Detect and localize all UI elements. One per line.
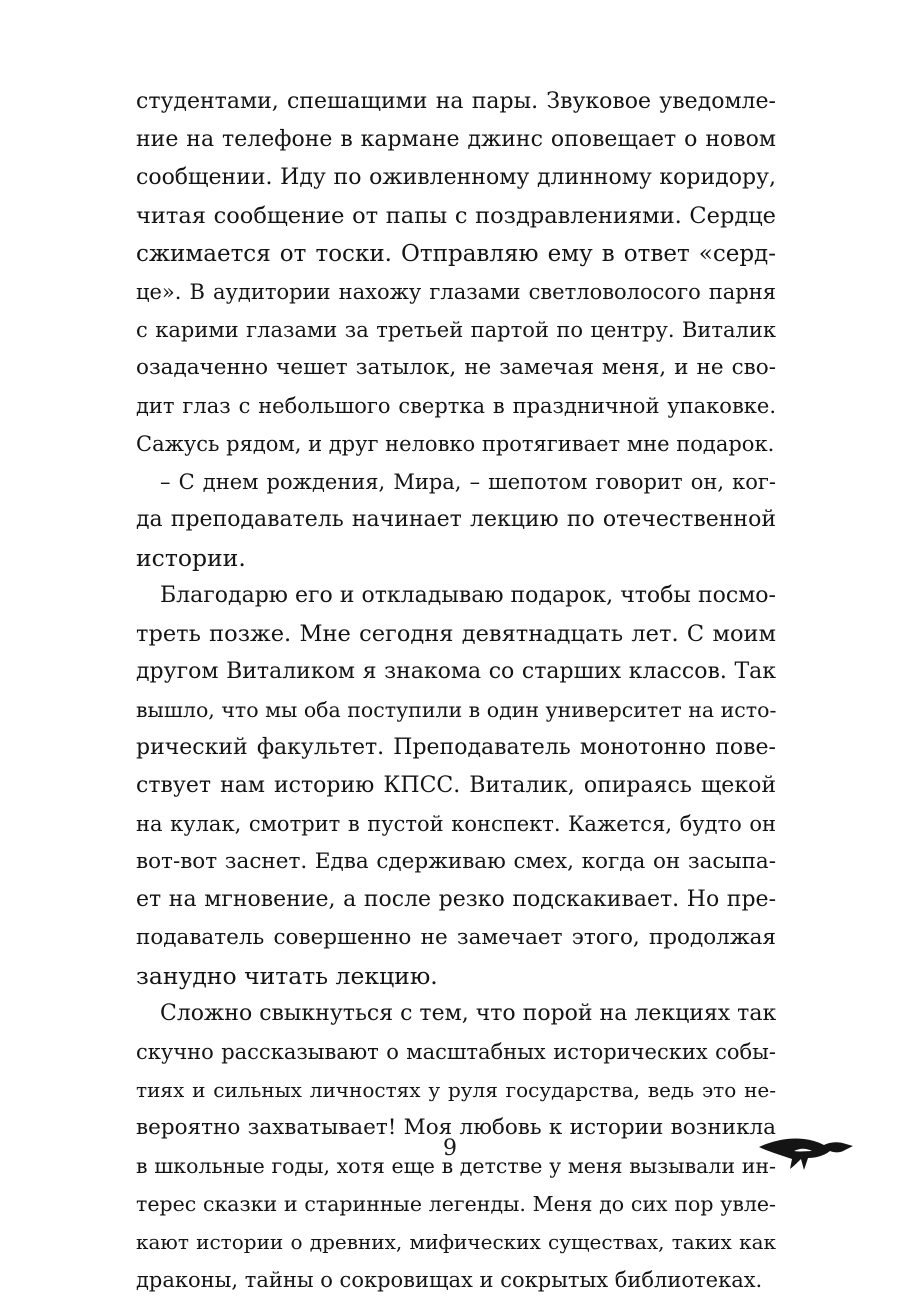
text-line: дит глаз с небольшого свертка в праздничной упаковке. (136, 394, 776, 418)
page-number: 9 (443, 1136, 457, 1161)
text-line: вот-вот заснет. Едва сдерживаю смех, когда он засыпа- (136, 849, 776, 874)
text-line: читая сообщение от папы с поздравлениями. Сердце (136, 203, 776, 229)
text-line: сжимается от тоски. Отправляю ему в ответ «серд- (136, 241, 776, 267)
text-line: кают истории о древних, мифических существах, таких как (136, 1230, 776, 1254)
text-line: ние на телефоне в кармане джинс оповещает о новом (136, 127, 776, 152)
text-line: терес сказки и старинные легенды. Меня до сих пор увле- (136, 1192, 776, 1216)
text-line: с карими глазами за третьей партой по центру. Виталик (136, 318, 776, 342)
text-line: ет на мгновение, а после резко подскакивает. Но пре- (136, 887, 776, 912)
text-line: да преподаватель начинает лекцию по отечественной (136, 507, 776, 532)
page-text-block (136, 83, 776, 1299)
text-line: студентами, спешащими на пары. Звуковое уведомле- (136, 89, 776, 114)
text-line: на кулак, смотрит в пустой конспект. Кажется, будто он (136, 812, 776, 836)
dialogue-line: – С днем рождения, Мира, – шепотом говорит он, ког- (160, 470, 776, 494)
text-line: тиях и сильных личностях у руля государства, ведь это не- (136, 1078, 776, 1102)
text-line: в школьные годы, хотя еще в детстве у меня вызывали ин- (136, 1154, 776, 1178)
dragon-silhouette-icon (758, 1130, 854, 1174)
text-line: скучно рассказывают о масштабных исторических собы- (136, 1040, 776, 1064)
text-line: подаватель совершенно не замечает этого, продолжая (136, 925, 776, 950)
text-line: вероятно захватывает! Моя любовь к истории возникла (136, 1115, 776, 1140)
text-line: истории. (136, 544, 246, 572)
paragraph-start-line: Благодарю его и откладываю подарок, чтобы посмо- (160, 583, 776, 608)
text-line: озадаченно чешет затылок, не замечая меня, и не сво- (136, 355, 776, 380)
text-line: рический факультет. Преподаватель монотонно пове- (136, 735, 776, 760)
text-line: драконы, тайны о сокровищах и сокрытых библиотеках. (136, 1268, 763, 1292)
text-line: це». В аудитории нахожу глазами светловолосого парня (136, 280, 776, 304)
text-line: вышло, что мы оба поступили в один университет на исто- (136, 698, 776, 722)
text-line: треть позже. Мне сегодня девятнадцать лет. С моим (136, 621, 776, 647)
text-line: ствует нам историю КПСС. Виталик, опираясь щекой (136, 773, 776, 798)
text-line: сообщении. Иду по оживленному длинному коридору, (136, 165, 776, 190)
paragraph-start-line: Сложно свыкнуться с тем, что порой на лекциях так (160, 1001, 776, 1026)
text-line: Сажусь рядом, и друг неловко протягивает мне подарок. (136, 432, 775, 456)
text-line: другом Виталиком я знакома со старших классов. Так (136, 659, 776, 684)
text-line: занудно читать лекцию. (136, 962, 438, 990)
